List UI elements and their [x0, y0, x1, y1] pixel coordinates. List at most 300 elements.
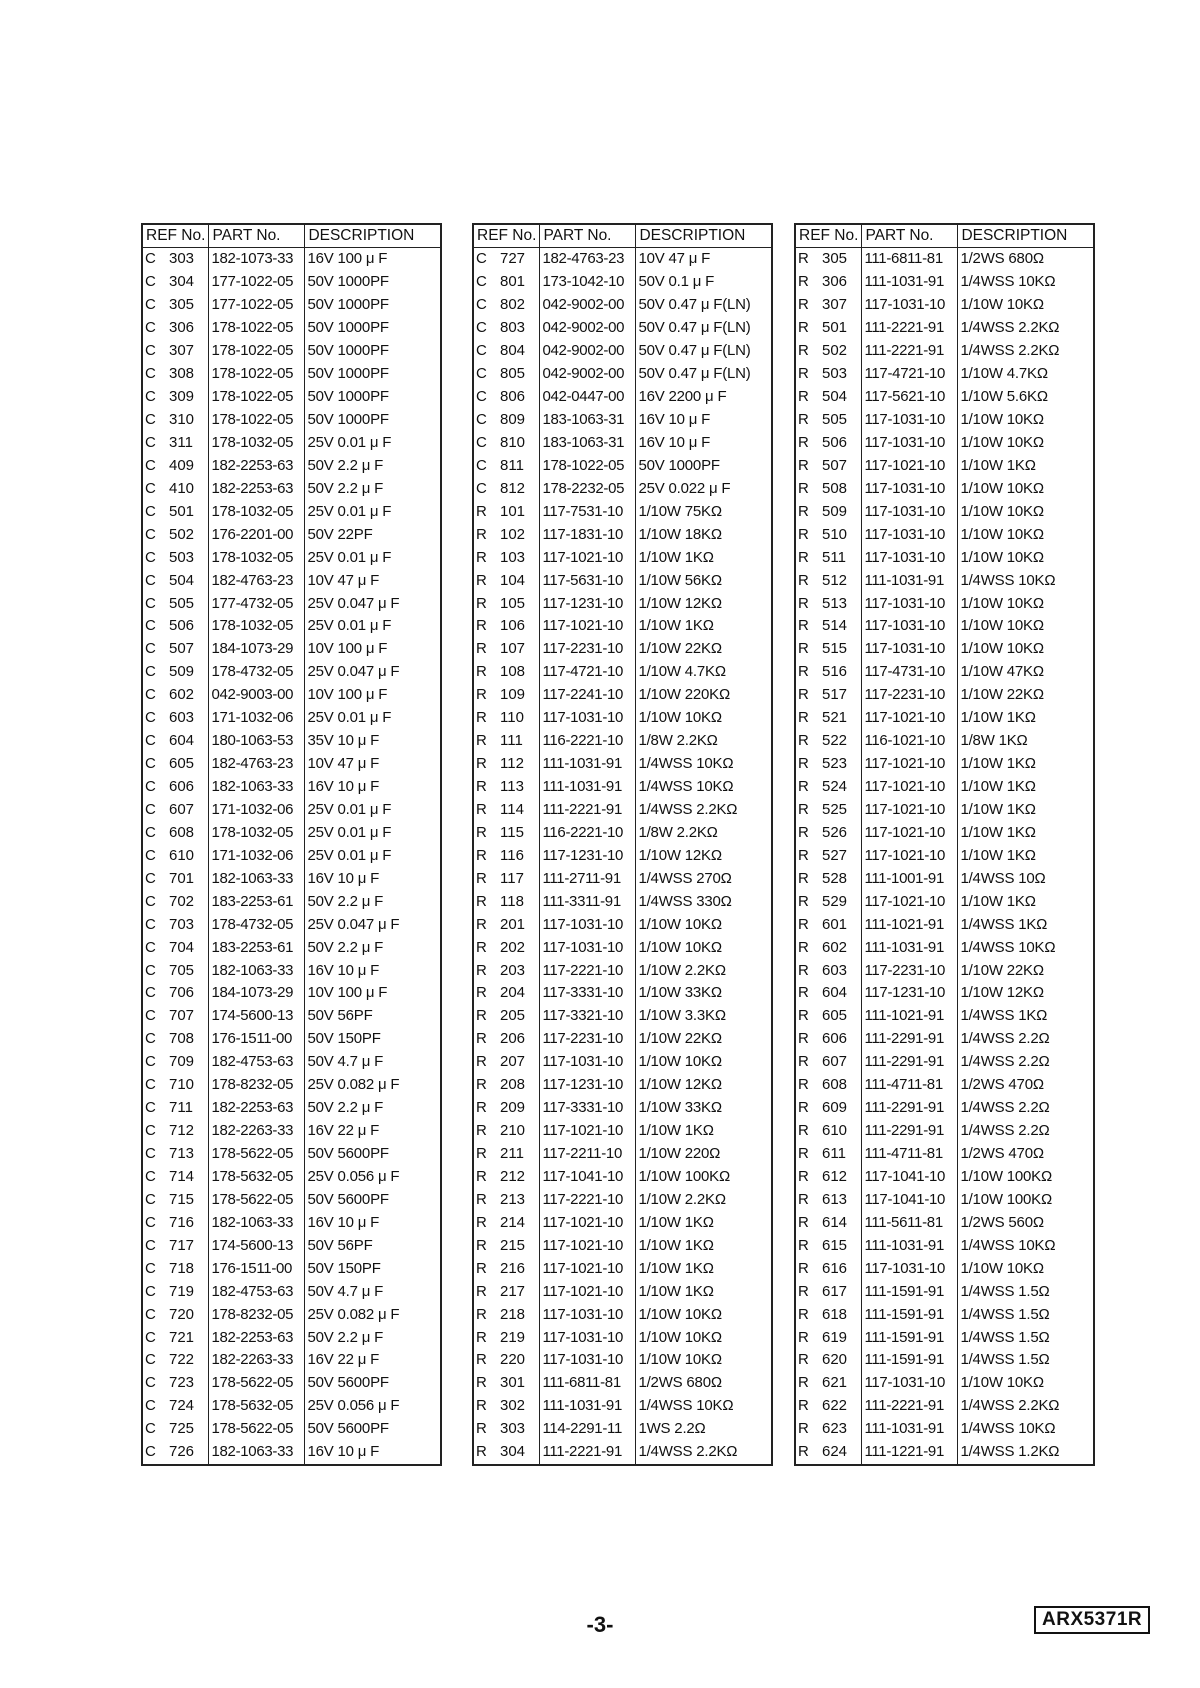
- part-no-cell: 117-1021-10: [540, 1120, 636, 1143]
- part-no-cell: 182-2263-33: [209, 1349, 305, 1372]
- table-row: [795, 1349, 1094, 1372]
- ref-type: R: [476, 1305, 487, 1323]
- table-row: [142, 1303, 441, 1326]
- table-row: [795, 1234, 1094, 1257]
- table-row: [795, 1074, 1094, 1097]
- ref-number: 712: [169, 1122, 195, 1140]
- ref-number: 309: [169, 388, 195, 406]
- description-cell: 1/10W 2.2KΩ: [638, 961, 726, 979]
- ref-number: 208: [500, 1076, 526, 1094]
- table-row: [473, 340, 772, 363]
- part-no-cell: 117-1031-10: [862, 592, 958, 615]
- ref-type: R: [798, 1213, 809, 1231]
- ref-number: 304: [169, 273, 195, 291]
- ref-number: 722: [169, 1351, 195, 1369]
- ref-type: R: [798, 548, 809, 566]
- table-row: [795, 1211, 1094, 1234]
- ref-type: R: [798, 869, 809, 887]
- ref-no-cell: [142, 432, 209, 455]
- ref-number: 603: [169, 709, 195, 727]
- description-cell: 1/10W 22KΩ: [960, 686, 1044, 704]
- table-row: [473, 1395, 772, 1418]
- ref-type: R: [798, 456, 809, 474]
- description-cell: 1/10W 10KΩ: [960, 548, 1044, 566]
- ref-number: 709: [169, 1053, 195, 1071]
- ref-type: R: [476, 663, 487, 681]
- part-no-cell: 182-1073-33: [209, 248, 305, 271]
- ref-no-cell: [795, 1280, 862, 1303]
- ref-type: R: [798, 823, 809, 841]
- part-no-cell: 117-1031-10: [862, 500, 958, 523]
- ref-no-cell: [473, 317, 540, 340]
- description-cell: 50V 0.47 μ F(LN): [638, 342, 751, 360]
- ref-type: C: [145, 456, 156, 474]
- part-no-cell: 117-2221-10: [540, 959, 636, 982]
- part-no-cell: 111-1031-91: [862, 1234, 958, 1257]
- ref-type: C: [145, 617, 156, 635]
- part-no-cell: 117-1021-10: [540, 1234, 636, 1257]
- ref-type: C: [145, 388, 156, 406]
- description-cell: 1/4WSS 10Ω: [960, 869, 1046, 887]
- table-row: [142, 1051, 441, 1074]
- ref-no-cell: [473, 1028, 540, 1051]
- description-cell: 1/10W 100KΩ: [960, 1167, 1053, 1185]
- ref-number: 704: [169, 938, 195, 956]
- ref-type: R: [798, 571, 809, 589]
- table-row: [795, 730, 1094, 753]
- description-cell: 16V 10 μ F: [638, 411, 711, 429]
- description-cell: 50V 0.47 μ F(LN): [638, 319, 751, 337]
- ref-type: R: [798, 732, 809, 750]
- description-cell: 1/10W 1KΩ: [638, 1213, 714, 1231]
- ref-no-cell: [795, 1051, 862, 1074]
- header-ref-no: REF No.: [473, 224, 540, 248]
- ref-type: C: [145, 479, 156, 497]
- ref-number: 219: [500, 1328, 526, 1346]
- ref-type: R: [798, 755, 809, 773]
- part-no-cell: 117-1041-10: [540, 1166, 636, 1189]
- ref-no-cell: [795, 317, 862, 340]
- description-cell: 1/4WSS 2.2Ω: [960, 1099, 1050, 1117]
- ref-type: R: [476, 1167, 487, 1185]
- part-no-cell: 111-1031-91: [862, 271, 958, 294]
- part-no-cell: 178-1032-05: [209, 821, 305, 844]
- ref-type: R: [476, 984, 487, 1002]
- table-row: [473, 1051, 772, 1074]
- part-no-cell: 178-1032-05: [209, 546, 305, 569]
- ref-number: 527: [822, 846, 848, 864]
- ref-number: 516: [822, 663, 848, 681]
- part-no-cell: 184-1073-29: [209, 982, 305, 1005]
- ref-number: 610: [169, 846, 195, 864]
- ref-number: 710: [169, 1076, 195, 1094]
- part-no-cell: 178-8232-05: [209, 1074, 305, 1097]
- table-row: [795, 982, 1094, 1005]
- ref-no-cell: [795, 707, 862, 730]
- table-row: [795, 317, 1094, 340]
- ref-number: 209: [500, 1099, 526, 1117]
- ref-type: R: [476, 1282, 487, 1300]
- description-cell: 50V 22PF: [307, 525, 373, 543]
- description-cell: 1/2WS 560Ω: [960, 1213, 1044, 1231]
- table-row: [473, 1097, 772, 1120]
- table-row: [142, 1418, 441, 1441]
- part-no-cell: 111-4711-81: [862, 1074, 958, 1097]
- ref-number: 305: [169, 296, 195, 314]
- part-no-cell: 117-1031-10: [862, 477, 958, 500]
- part-no-cell: 111-2221-91: [862, 1395, 958, 1418]
- table-row: [795, 1005, 1094, 1028]
- ref-number: 512: [822, 571, 848, 589]
- parts-table-right: [794, 223, 1095, 1466]
- description-cell: 1/10W 1KΩ: [960, 778, 1036, 796]
- ref-type: R: [476, 640, 487, 658]
- part-no-cell: 178-5632-05: [209, 1395, 305, 1418]
- ref-number: 607: [169, 800, 195, 818]
- ref-no-cell: [473, 1234, 540, 1257]
- ref-no-cell: [142, 684, 209, 707]
- ref-type: R: [476, 686, 487, 704]
- ref-type: C: [145, 984, 156, 1002]
- ref-no-cell: [795, 340, 862, 363]
- ref-type: R: [476, 1420, 487, 1438]
- part-no-cell: 117-1021-10: [862, 821, 958, 844]
- part-no-cell: 111-2291-91: [862, 1028, 958, 1051]
- ref-type: C: [145, 1236, 156, 1254]
- ref-type: C: [145, 1374, 156, 1392]
- description-cell: 1/10W 1KΩ: [638, 1236, 714, 1254]
- ref-type: C: [476, 342, 487, 360]
- ref-number: 509: [822, 502, 848, 520]
- description-cell: 50V 1000PF: [307, 273, 389, 291]
- part-no-cell: 117-1021-10: [540, 1280, 636, 1303]
- ref-type: R: [798, 319, 809, 337]
- ref-type: R: [476, 1443, 487, 1461]
- part-no-cell: 111-3311-91: [540, 890, 636, 913]
- ref-no-cell: [142, 638, 209, 661]
- ref-no-cell: [795, 500, 862, 523]
- description-cell: 1/4WSS 1.5Ω: [960, 1282, 1050, 1300]
- ref-number: 526: [822, 823, 848, 841]
- ref-no-cell: [142, 1097, 209, 1120]
- ref-type: R: [476, 961, 487, 979]
- ref-type: C: [476, 433, 487, 451]
- table-row: [142, 730, 441, 753]
- ref-type: R: [798, 617, 809, 635]
- ref-no-cell: [142, 500, 209, 523]
- ref-number: 310: [169, 411, 195, 429]
- part-no-cell: 183-1063-31: [540, 409, 636, 432]
- ref-no-cell: [795, 684, 862, 707]
- part-no-cell: 177-1022-05: [209, 271, 305, 294]
- ref-number: 524: [822, 778, 848, 796]
- ref-type: C: [145, 1076, 156, 1094]
- part-no-cell: 117-2231-10: [540, 638, 636, 661]
- description-cell: 1/10W 22KΩ: [960, 961, 1044, 979]
- description-cell: 50V 1000PF: [307, 319, 389, 337]
- table-row: [473, 363, 772, 386]
- ref-number: 707: [169, 1007, 195, 1025]
- part-no-cell: 111-6811-81: [540, 1372, 636, 1395]
- ref-number: 705: [169, 961, 195, 979]
- description-cell: 1WS 2.2Ω: [638, 1420, 706, 1438]
- ref-number: 619: [822, 1328, 848, 1346]
- part-no-cell: 111-1591-91: [862, 1280, 958, 1303]
- table-row: [473, 569, 772, 592]
- ref-no-cell: [795, 1143, 862, 1166]
- table-row: [473, 821, 772, 844]
- part-no-cell: 117-1031-10: [862, 432, 958, 455]
- ref-type: C: [145, 961, 156, 979]
- ref-no-cell: [795, 546, 862, 569]
- ref-type: R: [476, 1351, 487, 1369]
- ref-no-cell: [473, 982, 540, 1005]
- table-row: [795, 1257, 1094, 1280]
- ref-type: R: [476, 800, 487, 818]
- ref-number: 508: [822, 479, 848, 497]
- ref-number: 501: [822, 319, 848, 337]
- description-cell: 25V 0.047 μ F: [307, 594, 400, 612]
- table-row: [795, 523, 1094, 546]
- ref-no-cell: [142, 844, 209, 867]
- part-no-cell: 117-1031-10: [862, 546, 958, 569]
- ref-no-cell: [795, 730, 862, 753]
- table-row: [795, 1120, 1094, 1143]
- ref-number: 109: [500, 686, 526, 704]
- ref-no-cell: [795, 1211, 862, 1234]
- ref-type: C: [145, 1305, 156, 1323]
- part-no-cell: 111-1001-91: [862, 867, 958, 890]
- ref-number: 302: [500, 1397, 526, 1415]
- description-cell: 16V 10 μ F: [307, 778, 380, 796]
- description-cell: 1/10W 10KΩ: [960, 594, 1044, 612]
- table-row: [142, 1188, 441, 1211]
- ref-number: 515: [822, 640, 848, 658]
- ref-number: 602: [822, 938, 848, 956]
- description-cell: 1/4WSS 1.5Ω: [960, 1305, 1050, 1323]
- table-row: [795, 913, 1094, 936]
- ref-type: C: [145, 938, 156, 956]
- ref-no-cell: [795, 432, 862, 455]
- part-no-cell: 183-1063-31: [540, 432, 636, 455]
- table-row: [795, 477, 1094, 500]
- ref-type: R: [798, 709, 809, 727]
- ref-type: R: [476, 1397, 487, 1415]
- ref-no-cell: [142, 1188, 209, 1211]
- ref-number: 215: [500, 1236, 526, 1254]
- part-no-cell: 117-1021-10: [862, 707, 958, 730]
- table-row: [795, 1280, 1094, 1303]
- table-row: [795, 1028, 1094, 1051]
- table-row: [142, 684, 441, 707]
- ref-no-cell: [142, 1211, 209, 1234]
- ref-no-cell: [795, 294, 862, 317]
- ref-type: R: [476, 938, 487, 956]
- description-cell: 1/4WSS 270Ω: [638, 869, 732, 887]
- description-cell: 25V 0.01 μ F: [307, 433, 392, 451]
- part-no-cell: 117-2231-10: [540, 1028, 636, 1051]
- ref-type: R: [798, 1236, 809, 1254]
- ref-type: C: [145, 411, 156, 429]
- ref-type: C: [145, 1351, 156, 1369]
- ref-number: 113: [500, 778, 524, 796]
- table-row: [142, 409, 441, 432]
- ref-no-cell: [795, 1349, 862, 1372]
- ref-no-cell: [142, 821, 209, 844]
- ref-type: R: [476, 892, 487, 910]
- table-row: [473, 1303, 772, 1326]
- ref-number: 603: [822, 961, 848, 979]
- ref-number: 706: [169, 984, 195, 1002]
- ref-number: 718: [169, 1259, 195, 1277]
- ref-number: 118: [500, 892, 524, 910]
- ref-number: 608: [822, 1076, 848, 1094]
- ref-no-cell: [795, 867, 862, 890]
- description-cell: 1/4WSS 10KΩ: [960, 938, 1056, 956]
- ref-type: C: [476, 479, 487, 497]
- table-row: [473, 317, 772, 340]
- ref-type: R: [798, 1190, 809, 1208]
- description-cell: 16V 100 μ F: [307, 250, 388, 268]
- table-row: [473, 707, 772, 730]
- ref-type: R: [798, 433, 809, 451]
- description-cell: 1/10W 47KΩ: [960, 663, 1044, 681]
- table-row: [473, 500, 772, 523]
- ref-number: 605: [822, 1007, 848, 1025]
- ref-type: R: [798, 1007, 809, 1025]
- ref-no-cell: [473, 1280, 540, 1303]
- ref-number: 501: [169, 502, 195, 520]
- part-no-cell: 178-8232-05: [209, 1303, 305, 1326]
- ref-no-cell: [473, 913, 540, 936]
- ref-type: R: [798, 961, 809, 979]
- description-cell: 1/4WSS 2.2KΩ: [960, 1397, 1060, 1415]
- ref-type: R: [798, 984, 809, 1002]
- ref-number: 801: [500, 273, 526, 291]
- table-row: [473, 409, 772, 432]
- ref-type: R: [798, 1351, 809, 1369]
- ref-type: R: [476, 1099, 487, 1117]
- ref-no-cell: [473, 1166, 540, 1189]
- ref-number: 724: [169, 1397, 195, 1415]
- ref-no-cell: [142, 1326, 209, 1349]
- table-row: [142, 753, 441, 776]
- ref-no-cell: [142, 477, 209, 500]
- ref-type: C: [145, 594, 156, 612]
- part-no-cell: 182-2263-33: [209, 1120, 305, 1143]
- part-no-cell: 117-1031-10: [862, 615, 958, 638]
- description-cell: 50V 1000PF: [307, 411, 389, 429]
- ref-number: 303: [169, 250, 195, 268]
- ref-number: 103: [500, 548, 526, 566]
- table-row: [142, 799, 441, 822]
- description-cell: 1/10W 10KΩ: [638, 915, 722, 933]
- table-row: [142, 1349, 441, 1372]
- description-cell: 1/10W 12KΩ: [638, 594, 722, 612]
- table-row: [142, 1166, 441, 1189]
- ref-number: 719: [169, 1282, 195, 1300]
- description-cell: 1/4WSS 10KΩ: [960, 571, 1056, 589]
- table-row: [473, 523, 772, 546]
- parts-table-left: [141, 223, 442, 1466]
- ref-no-cell: [473, 294, 540, 317]
- ref-number: 802: [500, 296, 526, 314]
- ref-type: R: [798, 1099, 809, 1117]
- table-row: [795, 454, 1094, 477]
- ref-no-cell: [142, 1349, 209, 1372]
- ref-number: 621: [822, 1374, 848, 1392]
- part-no-cell: 042-9003-00: [209, 684, 305, 707]
- part-no-cell: 111-1031-91: [862, 569, 958, 592]
- table-row: [142, 936, 441, 959]
- ref-type: C: [476, 319, 487, 337]
- ref-number: 306: [822, 273, 848, 291]
- ref-no-cell: [142, 317, 209, 340]
- part-no-cell: 178-1032-05: [209, 615, 305, 638]
- ref-number: 528: [822, 869, 848, 887]
- table-header-row: [795, 224, 1094, 248]
- ref-number: 506: [169, 617, 195, 635]
- description-cell: 25V 0.01 μ F: [307, 846, 392, 864]
- part-no-cell: 111-1591-91: [862, 1326, 958, 1349]
- part-no-cell: 117-1031-10: [862, 409, 958, 432]
- description-cell: 50V 5600PF: [307, 1374, 389, 1392]
- ref-type: R: [798, 296, 809, 314]
- ref-number: 601: [822, 915, 848, 933]
- description-cell: 50V 150PF: [307, 1259, 381, 1277]
- ref-no-cell: [142, 890, 209, 913]
- ref-no-cell: [142, 936, 209, 959]
- ref-type: C: [145, 319, 156, 337]
- ref-no-cell: [142, 799, 209, 822]
- ref-no-cell: [473, 340, 540, 363]
- ref-type: C: [145, 915, 156, 933]
- ref-number: 105: [500, 594, 526, 612]
- part-no-cell: 178-5622-05: [209, 1418, 305, 1441]
- ref-number: 214: [500, 1213, 526, 1231]
- description-cell: 1/4WSS 2.2KΩ: [638, 800, 738, 818]
- description-cell: 25V 0.01 μ F: [307, 823, 392, 841]
- table-row: [142, 821, 441, 844]
- part-no-cell: 182-2253-63: [209, 477, 305, 500]
- ref-no-cell: [142, 546, 209, 569]
- ref-type: R: [476, 1076, 487, 1094]
- description-cell: 1/4WSS 2.2Ω: [960, 1053, 1050, 1071]
- description-cell: 1/4WSS 10KΩ: [960, 1236, 1056, 1254]
- part-no-cell: 111-4711-81: [862, 1143, 958, 1166]
- description-cell: 1/4WSS 2.2KΩ: [638, 1443, 738, 1461]
- part-no-cell: 178-2232-05: [540, 477, 636, 500]
- ref-number: 106: [500, 617, 526, 635]
- description-cell: 10V 47 μ F: [307, 571, 380, 589]
- ref-number: 502: [822, 342, 848, 360]
- ref-no-cell: [795, 821, 862, 844]
- table-row: [473, 1166, 772, 1189]
- ref-type: R: [798, 846, 809, 864]
- ref-type: C: [145, 433, 156, 451]
- ref-number: 307: [169, 342, 195, 360]
- description-cell: 1/10W 100KΩ: [960, 1190, 1053, 1208]
- description-cell: 50V 5600PF: [307, 1190, 389, 1208]
- description-cell: 50V 1000PF: [307, 296, 389, 314]
- ref-number: 811: [500, 456, 524, 474]
- description-cell: 25V 0.082 μ F: [307, 1076, 400, 1094]
- description-cell: 50V 2.2 μ F: [307, 892, 384, 910]
- ref-number: 525: [822, 800, 848, 818]
- ref-no-cell: [473, 776, 540, 799]
- ref-number: 623: [822, 1420, 848, 1438]
- table-row: [473, 546, 772, 569]
